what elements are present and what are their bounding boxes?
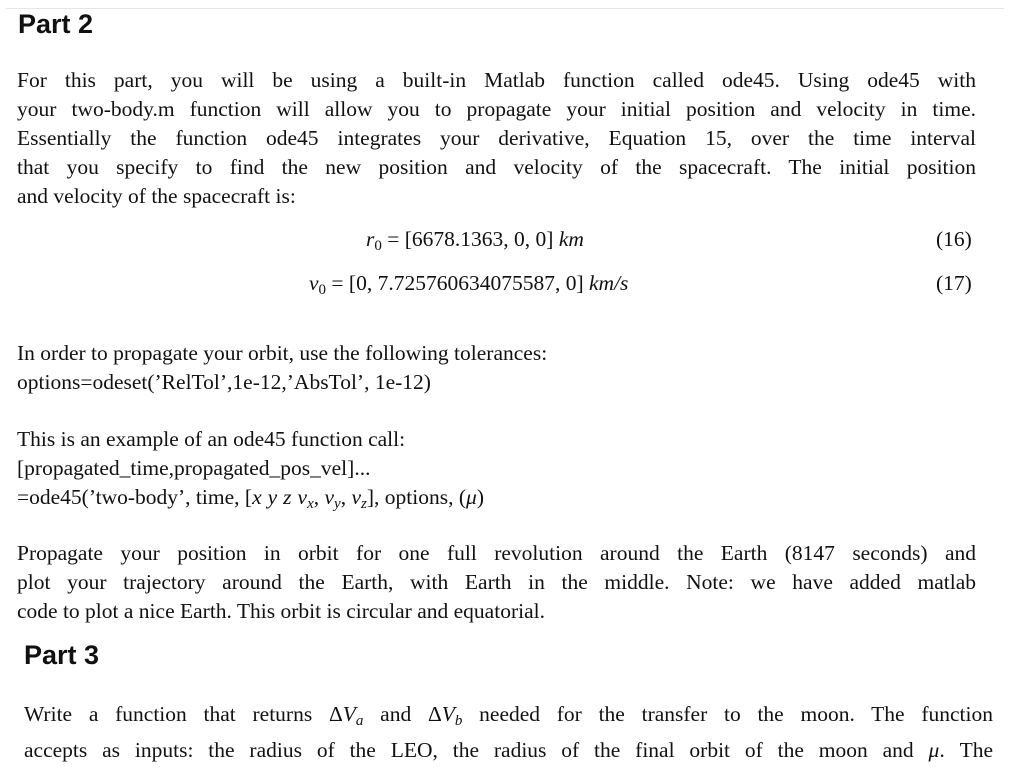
eq16-unit: km — [558, 227, 584, 251]
mu-symbol: μ — [466, 484, 477, 509]
part2-intro-paragraph — [17, 66, 976, 211]
part3-text: accepts as inputs: the radius of the LEO, the radius of the final orbit of the moon and — [24, 737, 929, 762]
delta-v-b-subscript: b — [454, 713, 463, 729]
tolerance-paragraph — [17, 339, 976, 397]
part3-heading: Part 3 — [24, 640, 100, 670]
state-vector-close: ] — [366, 484, 375, 509]
example-paragraph — [17, 425, 976, 519]
mu-open: ( — [458, 484, 467, 509]
eq17-subscript: 0 — [318, 282, 327, 298]
part3-text: . The — [939, 737, 993, 762]
part3-text: and — [363, 702, 428, 726]
state-vz: v — [351, 484, 362, 509]
equation-number-16: (16) — [936, 227, 972, 251]
example-call-prefix: =ode45(’two-body’, time, — [17, 484, 245, 509]
eq17-symbol: v — [309, 271, 319, 295]
tolerance-line: In order to propagate your orbit, use the following tolerances: — [17, 341, 548, 365]
state-vx: v — [297, 484, 308, 509]
eq17-unit: km/s — [589, 271, 629, 295]
intro-line: Essentially the function ode45 integrates your derivative, Equation 15, over the time interval — [17, 125, 976, 150]
state-vector-open: [ — [244, 484, 253, 509]
delta-symbol: Δ — [427, 702, 442, 726]
equation-initial-position — [366, 227, 584, 255]
equation-initial-velocity — [309, 271, 628, 299]
eq16-symbol: r — [366, 227, 375, 251]
intro-line: and velocity of the spacecraft is: — [17, 183, 296, 208]
mu-symbol: μ — [928, 737, 940, 762]
delta-v-a-subscript: a — [355, 713, 364, 729]
propagate-line: plot your trajectory around the Earth, with Earth in the middle. Note: we have added matlab — [17, 569, 976, 594]
example-call-after: , options, — [374, 484, 459, 509]
example-line: This is an example of an ode45 function call: — [17, 427, 406, 451]
top-divider — [6, 8, 1004, 9]
equation-number-17: (17) — [936, 271, 972, 295]
eq17-value: = [0, 7.725760634075587, 0] — [326, 271, 589, 295]
part3-paragraph — [24, 700, 993, 765]
example-call-line: =ode45(’two-body’, time, [x y z vx, vy, vz], options, (μ) — [17, 484, 484, 512]
state-vy: v — [324, 484, 335, 509]
propagate-paragraph — [17, 539, 976, 626]
part2-heading: Part 2 — [18, 9, 94, 39]
state-z: z — [283, 484, 292, 509]
intro-line: that you specify to find the new position and velocity of the spacecraft. The initial position — [17, 154, 976, 179]
state-x: x — [252, 484, 262, 509]
part3-text: needed for the transfer to the moon. The function — [462, 702, 993, 726]
delta-symbol: Δ — [328, 702, 343, 726]
tolerance-code-line: options=odeset(’RelTol’,1e-12,’AbsTol’, 1e-12) — [17, 369, 431, 394]
part3-line — [24, 700, 993, 736]
propagate-line: Propagate your position in orbit for one full revolution around the Earth (8147 seconds) and — [17, 541, 976, 565]
state-vz-sub: z — [361, 495, 367, 512]
mu-close: ) — [476, 484, 484, 509]
part3-text: Write a function that returns — [24, 702, 329, 726]
intro-line: your two-body.m function will allow you to propagate your initial position and velocity in time. — [17, 96, 976, 121]
part3-line — [24, 736, 993, 765]
delta-v-b-symbol: V — [441, 702, 455, 726]
state-y: y — [267, 484, 278, 509]
delta-v-a-symbol: V — [342, 702, 356, 726]
eq16-value: = [6678.1363, 0, 0] — [381, 227, 559, 251]
state-vy-sub: y — [334, 495, 341, 512]
eq16-subscript: 0 — [374, 238, 382, 254]
propagate-line: code to plot a nice Earth. This orbit is circular and equatorial. — [17, 598, 545, 623]
intro-line: For this part, you will be using a built-in Matlab function called ode45. Using ode45 with — [17, 68, 976, 92]
state-vx-sub: x — [307, 495, 314, 512]
example-code-line: [propagated_time,propagated_pos_vel]... — [17, 455, 371, 480]
